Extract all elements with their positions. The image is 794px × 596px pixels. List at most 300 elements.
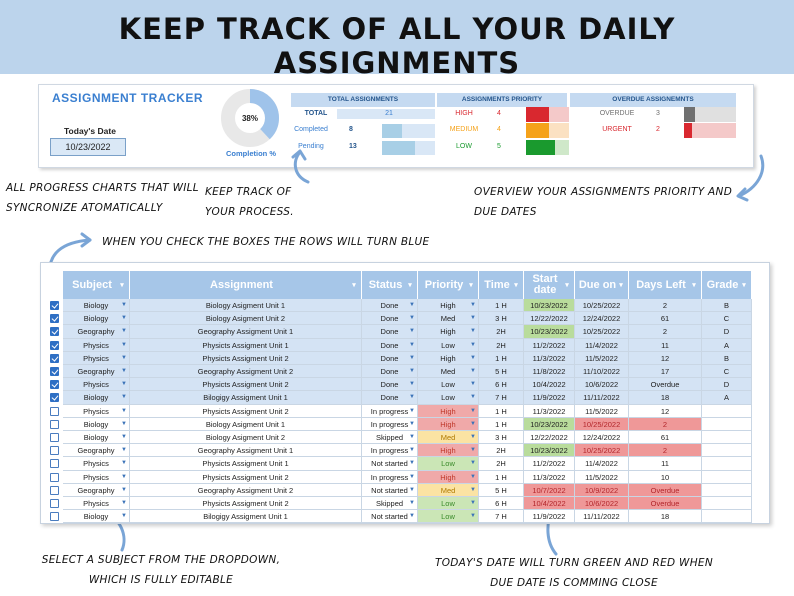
dropdown-arrow-icon[interactable]: ▼: [409, 513, 415, 520]
cell-priority[interactable]: [418, 457, 479, 470]
cell-status[interactable]: [362, 431, 418, 444]
dropdown-arrow-icon[interactable]: ▼: [470, 460, 476, 467]
total-bar-fill: [382, 124, 402, 138]
column-header-due[interactable]: [575, 271, 629, 299]
completion-pct: 38%: [241, 114, 259, 123]
cell-due-text: 10/6/2022: [584, 499, 619, 508]
row-checkbox[interactable]: [50, 393, 59, 402]
dropdown-arrow-icon[interactable]: ▼: [121, 460, 127, 467]
cell-assignment: [130, 510, 362, 523]
table-row: [41, 365, 770, 378]
dropdown-arrow-icon[interactable]: ▼: [470, 513, 476, 520]
column-header-assignment[interactable]: [130, 271, 362, 299]
cell-status-text: Done: [380, 301, 399, 310]
cell-days-text: 12: [660, 406, 670, 416]
table-row: [41, 457, 770, 470]
dropdown-arrow-icon[interactable]: ▼: [409, 354, 415, 361]
dropdown-arrow-icon[interactable]: ▼: [409, 302, 415, 308]
cell-assignment-text: Geography Assigment Unit 2: [197, 485, 294, 495]
column-header-subject[interactable]: [63, 271, 130, 299]
cell-time-text: 7 H: [495, 393, 507, 403]
cell-grade: [702, 457, 752, 470]
dropdown-arrow-icon[interactable]: ▼: [470, 302, 476, 308]
cell-subject-text: Physics: [83, 353, 109, 363]
cell-status[interactable]: [362, 352, 418, 365]
cell-due-text: 11/5/2022: [585, 472, 618, 482]
dropdown-arrow-icon[interactable]: ▼: [470, 447, 476, 454]
cell-time-text: 1 H: [495, 301, 507, 310]
cell-priority[interactable]: [418, 497, 479, 510]
dropdown-arrow-icon[interactable]: ▼: [409, 381, 415, 388]
cell-days-text: Overdue: [650, 499, 680, 508]
filter-icon[interactable]: ▾: [692, 282, 696, 289]
cell-priority-text: High: [440, 406, 456, 416]
dropdown-arrow-icon[interactable]: ▼: [121, 302, 127, 308]
cell-priority[interactable]: [418, 365, 479, 378]
cell-status-text: Not started: [371, 512, 408, 522]
cell-assignment: [130, 431, 362, 444]
cell-subject[interactable]: [63, 365, 130, 378]
cell-subject[interactable]: [63, 352, 130, 365]
cell-days-text: 2: [662, 327, 668, 337]
cell-subject[interactable]: [63, 431, 130, 444]
today-date-value[interactable]: 10/23/2022: [50, 138, 126, 156]
overdue-row-label: URGENT: [602, 126, 632, 133]
cell-assignment: [130, 497, 362, 510]
cell-status[interactable]: [362, 378, 418, 391]
row-checkbox[interactable]: [50, 512, 59, 521]
cell-days: [629, 378, 702, 391]
row-checkbox[interactable]: [50, 367, 59, 376]
cell-subject[interactable]: [63, 378, 130, 391]
cell-start-text: 10/4/2022: [532, 380, 566, 390]
total-row-label: TOTAL: [304, 110, 328, 117]
filter-icon[interactable]: ▾: [120, 282, 124, 289]
cell-time-text: 1 H: [495, 419, 507, 429]
cell-status-text: Done: [380, 327, 399, 337]
cell-due: [575, 497, 629, 510]
cell-subject-text: Geography: [77, 327, 115, 337]
column-header-label: Grade: [706, 278, 739, 291]
arrow-overview: [731, 152, 767, 202]
overdue-row-label: OVERDUE: [599, 110, 635, 117]
cell-time: [479, 497, 524, 510]
dropdown-arrow-icon[interactable]: ▼: [409, 328, 415, 335]
table-row: [41, 510, 770, 523]
cell-grade-text: D: [723, 380, 730, 390]
dropdown-arrow-icon[interactable]: ▼: [470, 394, 476, 401]
priority-bar-fill: [526, 107, 549, 122]
cell-start: [524, 510, 575, 523]
note-check-boxes: WHEN YOU CHECK THE BOXES THE ROWS WILL TURN BLUE: [102, 236, 430, 248]
cell-subject[interactable]: [63, 339, 130, 352]
cell-subject-text: Physics: [83, 499, 109, 508]
cell-due-text: 11/5/2022: [585, 353, 618, 363]
cell-priority[interactable]: [418, 444, 479, 457]
dropdown-arrow-icon[interactable]: ▼: [409, 368, 415, 374]
cell-assignment: [130, 378, 362, 391]
priority-bar-fill: [526, 123, 549, 138]
cell-due: [575, 299, 629, 312]
cell-status[interactable]: [362, 510, 418, 523]
cell-start: [524, 299, 575, 312]
cell-grade-text: C: [723, 367, 730, 376]
cell-days-text: 11: [661, 340, 669, 350]
dropdown-arrow-icon[interactable]: ▼: [121, 486, 127, 493]
dropdown-arrow-icon[interactable]: ▼: [470, 434, 476, 440]
cell-assignment: [130, 418, 362, 431]
overdue-row-value: 2: [656, 126, 660, 133]
column-header-priority[interactable]: [418, 271, 479, 299]
cell-days: [629, 299, 702, 312]
cell-status[interactable]: [362, 339, 418, 352]
column-header-grade[interactable]: [702, 271, 752, 299]
cell-status-text: Done: [380, 340, 399, 350]
cell-status-text: In progress: [370, 446, 409, 456]
cell-time: [479, 339, 524, 352]
total-row-label: Completed: [294, 126, 328, 133]
cell-status[interactable]: [362, 484, 418, 497]
cell-status[interactable]: [362, 471, 418, 484]
cell-subject[interactable]: [63, 471, 130, 484]
cell-time: [479, 405, 524, 418]
dropdown-arrow-icon[interactable]: ▼: [409, 434, 415, 440]
cell-days-text: 12: [660, 353, 670, 363]
cell-assignment-text: Bilogigy Assigment Unit 1: [203, 512, 288, 522]
cell-status[interactable]: [362, 418, 418, 431]
cell-priority[interactable]: [418, 405, 479, 418]
cell-time-text: 3 H: [495, 433, 507, 442]
priority-row-label: HIGH: [455, 110, 473, 117]
cell-time: [479, 299, 524, 312]
column-header-days[interactable]: [629, 271, 702, 299]
cell-subject[interactable]: [63, 405, 130, 418]
cell-priority[interactable]: [418, 391, 479, 404]
cell-time-text: 6 H: [495, 380, 507, 390]
cell-start: [524, 352, 575, 365]
dropdown-arrow-icon[interactable]: ▼: [121, 447, 127, 454]
row-checkbox[interactable]: [50, 420, 59, 429]
dropdown-arrow-icon[interactable]: ▼: [470, 407, 476, 414]
column-header-label: Time: [484, 278, 510, 291]
cell-days: [629, 484, 702, 497]
cell-due: [575, 444, 629, 457]
cell-priority-text: Med: [440, 433, 456, 442]
cell-time: [479, 325, 524, 338]
cell-status-text: Done: [380, 380, 399, 390]
dropdown-arrow-icon[interactable]: ▼: [121, 341, 127, 348]
dropdown-arrow-icon[interactable]: ▼: [121, 328, 127, 335]
cell-priority[interactable]: [418, 431, 479, 444]
dashboard-title-a: ASSIGNMENT: [52, 91, 138, 105]
cell-start-text: 10/7/2022: [532, 485, 566, 495]
cell-due-text: 10/25/2022: [582, 327, 621, 337]
cell-priority[interactable]: [418, 484, 479, 497]
cell-start-text: 10/23/2022: [530, 446, 568, 456]
cell-priority[interactable]: [418, 378, 479, 391]
dropdown-arrow-icon[interactable]: ▼: [470, 500, 476, 506]
column-header-status[interactable]: [362, 271, 418, 299]
cell-subject[interactable]: [63, 391, 130, 404]
cell-status[interactable]: [362, 405, 418, 418]
cell-days-text: 61: [660, 314, 670, 324]
cell-priority-text: Low: [441, 512, 455, 522]
dropdown-arrow-icon[interactable]: ▼: [409, 486, 415, 493]
cell-grade: [702, 299, 752, 312]
cell-priority[interactable]: [418, 510, 479, 523]
dashboard-panel: [38, 84, 754, 168]
table-row: [41, 339, 770, 352]
priority-row-value: 4: [497, 126, 501, 133]
cell-start-text: 11/3/2022: [532, 406, 566, 416]
cell-subject-text: Geography: [77, 446, 115, 456]
dropdown-arrow-icon[interactable]: ▼: [121, 354, 127, 361]
cell-priority-text: High: [440, 327, 456, 337]
dropdown-arrow-icon[interactable]: ▼: [409, 341, 415, 348]
dropdown-arrow-icon[interactable]: ▼: [470, 328, 476, 335]
cell-subject[interactable]: [63, 497, 130, 510]
column-header-time[interactable]: [479, 271, 524, 299]
cell-assignment: [130, 299, 362, 312]
cell-time: [479, 444, 524, 457]
cell-assignment: [130, 484, 362, 497]
filter-icon[interactable]: ▾: [619, 282, 623, 289]
cell-days: [629, 339, 702, 352]
table-row: [41, 325, 770, 338]
cell-days: [629, 497, 702, 510]
cell-status[interactable]: [362, 365, 418, 378]
total-row-value: 8: [349, 126, 353, 133]
dropdown-arrow-icon[interactable]: ▼: [470, 420, 476, 427]
assignments-priority-header: ASSIGNMENTS PRIORITY: [437, 93, 567, 107]
table-row: [41, 444, 770, 457]
dropdown-arrow-icon[interactable]: ▼: [121, 381, 127, 388]
cell-priority[interactable]: [418, 352, 479, 365]
cell-time-text: 2H: [496, 459, 506, 469]
cell-grade: [702, 339, 752, 352]
cell-grade: [702, 497, 752, 510]
cell-priority-text: Low: [441, 393, 455, 403]
cell-status[interactable]: [362, 444, 418, 457]
row-checkbox[interactable]: [50, 459, 59, 468]
column-header-label: Subject: [72, 278, 112, 291]
table-row: [41, 405, 770, 418]
table-row: [41, 352, 770, 365]
dropdown-arrow-icon[interactable]: ▼: [121, 394, 127, 401]
cell-days-text: 61: [660, 433, 670, 442]
cell-assignment: [130, 339, 362, 352]
cell-start-text: 11/9/2022: [532, 393, 566, 403]
cell-assignment-text: Physicts Assigment Unit 2: [202, 353, 289, 363]
dropdown-arrow-icon[interactable]: ▼: [121, 420, 127, 427]
row-checkbox[interactable]: [50, 327, 59, 336]
cell-priority[interactable]: [418, 299, 479, 312]
cell-days-text: 2: [662, 446, 668, 456]
filter-icon[interactable]: ▾: [469, 282, 473, 289]
cell-days-text: 17: [660, 367, 670, 376]
overdue-bar-bg: [684, 123, 736, 138]
dropdown-arrow-icon[interactable]: ▼: [470, 341, 476, 348]
cell-status[interactable]: [362, 457, 418, 470]
assignments-table: [40, 262, 770, 524]
cell-priority-text: Low: [441, 499, 455, 508]
filter-icon[interactable]: ▾: [408, 282, 412, 289]
dropdown-arrow-icon[interactable]: ▼: [409, 407, 415, 414]
cell-days: [629, 444, 702, 457]
column-header-start[interactable]: [524, 271, 575, 299]
dropdown-arrow-icon[interactable]: ▼: [470, 354, 476, 361]
dropdown-arrow-icon[interactable]: ▼: [121, 473, 127, 480]
cell-assignment: [130, 391, 362, 404]
cell-subject[interactable]: [63, 325, 130, 338]
dashboard-title: [52, 91, 203, 105]
dropdown-arrow-icon[interactable]: ▼: [409, 447, 415, 454]
column-header-label: Status: [368, 278, 403, 291]
cell-grade: [702, 325, 752, 338]
cell-status[interactable]: [362, 299, 418, 312]
cell-status[interactable]: [362, 391, 418, 404]
dropdown-arrow-icon[interactable]: ▼: [409, 394, 415, 401]
cell-status-text: In progress: [370, 419, 409, 429]
cell-assignment: [130, 471, 362, 484]
cell-subject[interactable]: [63, 299, 130, 312]
row-checkbox[interactable]: [50, 486, 59, 495]
cell-subject[interactable]: [63, 510, 130, 523]
cell-days: [629, 391, 702, 404]
cell-due-text: 10/25/2022: [582, 419, 621, 429]
cell-priority[interactable]: [418, 339, 479, 352]
cell-grade: [702, 418, 752, 431]
cell-subject-text: Biology: [83, 314, 109, 324]
cell-grade: [702, 378, 752, 391]
dropdown-arrow-icon[interactable]: ▼: [470, 486, 476, 493]
cell-subject[interactable]: [63, 418, 130, 431]
dropdown-arrow-icon[interactable]: ▼: [409, 500, 415, 506]
cell-status[interactable]: [362, 325, 418, 338]
cell-priority-text: High: [440, 301, 456, 310]
cell-grade-text: A: [723, 340, 729, 350]
row-checkbox[interactable]: [50, 354, 59, 363]
dropdown-arrow-icon[interactable]: ▼: [470, 315, 476, 322]
table-row: [41, 312, 770, 325]
cell-due: [575, 431, 629, 444]
dropdown-arrow-icon[interactable]: ▼: [121, 407, 127, 414]
table-row: [41, 471, 770, 484]
cell-start: [524, 378, 575, 391]
row-checkbox[interactable]: [50, 380, 59, 389]
cell-subject[interactable]: [63, 312, 130, 325]
filter-icon[interactable]: ▾: [514, 282, 518, 289]
cell-due-text: 11/11/2022: [583, 393, 620, 403]
cell-subject-text: Physics: [83, 472, 109, 482]
cell-time-text: 7 H: [495, 512, 507, 522]
cell-subject[interactable]: [63, 444, 130, 457]
dropdown-arrow-icon[interactable]: ▼: [409, 420, 415, 427]
overdue-row-value: 3: [656, 110, 660, 117]
cell-status-text: Done: [380, 353, 399, 363]
cell-days-text: Overdue: [650, 380, 680, 390]
cell-assignment: [130, 457, 362, 470]
filter-icon[interactable]: ▾: [352, 282, 356, 289]
column-header-label: Assignment: [210, 278, 273, 291]
today-date-label: Today's Date: [64, 126, 116, 136]
cell-due-text: 12/24/2022: [582, 314, 621, 324]
cell-assignment-text: Biology Asigment Unit 1: [205, 419, 286, 429]
cell-subject-text: Physics: [83, 459, 109, 469]
cell-status[interactable]: [362, 312, 418, 325]
cell-priority[interactable]: [418, 325, 479, 338]
cell-subject[interactable]: [63, 484, 130, 497]
cell-start-text: 11/2/2022: [532, 340, 566, 350]
cell-subject[interactable]: [63, 457, 130, 470]
cell-time: [479, 471, 524, 484]
dropdown-arrow-icon[interactable]: ▼: [470, 381, 476, 388]
row-checkbox[interactable]: [50, 314, 59, 323]
overdue-bar-fill: [684, 123, 692, 138]
priority-bar-fill: [526, 140, 555, 155]
dropdown-arrow-icon[interactable]: ▼: [121, 500, 127, 506]
cell-assignment: [130, 325, 362, 338]
cell-grade-text: D: [723, 327, 730, 337]
cell-due-text: 10/9/2022: [584, 485, 619, 495]
dropdown-arrow-icon[interactable]: ▼: [409, 460, 415, 467]
completion-donut: [220, 88, 280, 148]
cell-time: [479, 378, 524, 391]
dropdown-arrow-icon[interactable]: ▼: [121, 315, 127, 322]
cell-assignment: [130, 405, 362, 418]
cell-start: [524, 497, 575, 510]
cell-priority[interactable]: [418, 418, 479, 431]
cell-start-text: 11/8/2022: [532, 367, 566, 376]
dropdown-arrow-icon[interactable]: ▼: [470, 473, 476, 480]
filter-icon[interactable]: ▾: [565, 282, 569, 289]
cell-time-text: 1 H: [495, 406, 507, 416]
cell-start: [524, 484, 575, 497]
cell-subject-text: Biology: [83, 301, 109, 310]
cell-status-text: Skipped: [375, 433, 404, 442]
cell-assignment-text: Physicts Assigment Unit 2: [202, 499, 289, 508]
row-checkbox[interactable]: [50, 499, 59, 508]
cell-days: [629, 510, 702, 523]
cell-grade: [702, 365, 752, 378]
cell-grade: [702, 391, 752, 404]
completion-label: Completion %: [226, 149, 276, 158]
filter-icon[interactable]: ▾: [742, 282, 746, 289]
cell-time-text: 5 H: [495, 367, 507, 376]
cell-status[interactable]: [362, 497, 418, 510]
row-checkbox[interactable]: [50, 473, 59, 482]
row-checkbox[interactable]: [50, 407, 59, 416]
row-checkbox[interactable]: [50, 301, 59, 310]
dropdown-arrow-icon[interactable]: ▼: [121, 434, 127, 440]
dropdown-arrow-icon[interactable]: ▼: [121, 513, 127, 520]
dropdown-arrow-icon[interactable]: ▼: [470, 368, 476, 374]
row-checkbox[interactable]: [50, 433, 59, 442]
dropdown-arrow-icon[interactable]: ▼: [409, 315, 415, 322]
total-row-label: Pending: [298, 143, 324, 150]
cell-priority[interactable]: [418, 471, 479, 484]
cell-days-text: 10: [660, 472, 670, 482]
cell-priority[interactable]: [418, 312, 479, 325]
row-checkbox[interactable]: [50, 341, 59, 350]
cell-priority-text: High: [440, 353, 456, 363]
row-checkbox[interactable]: [50, 446, 59, 455]
dropdown-arrow-icon[interactable]: ▼: [409, 473, 415, 480]
column-header-label: Days Left: [636, 278, 686, 291]
table-row: [41, 391, 770, 404]
dropdown-arrow-icon[interactable]: ▼: [121, 368, 127, 374]
cell-days: [629, 457, 702, 470]
